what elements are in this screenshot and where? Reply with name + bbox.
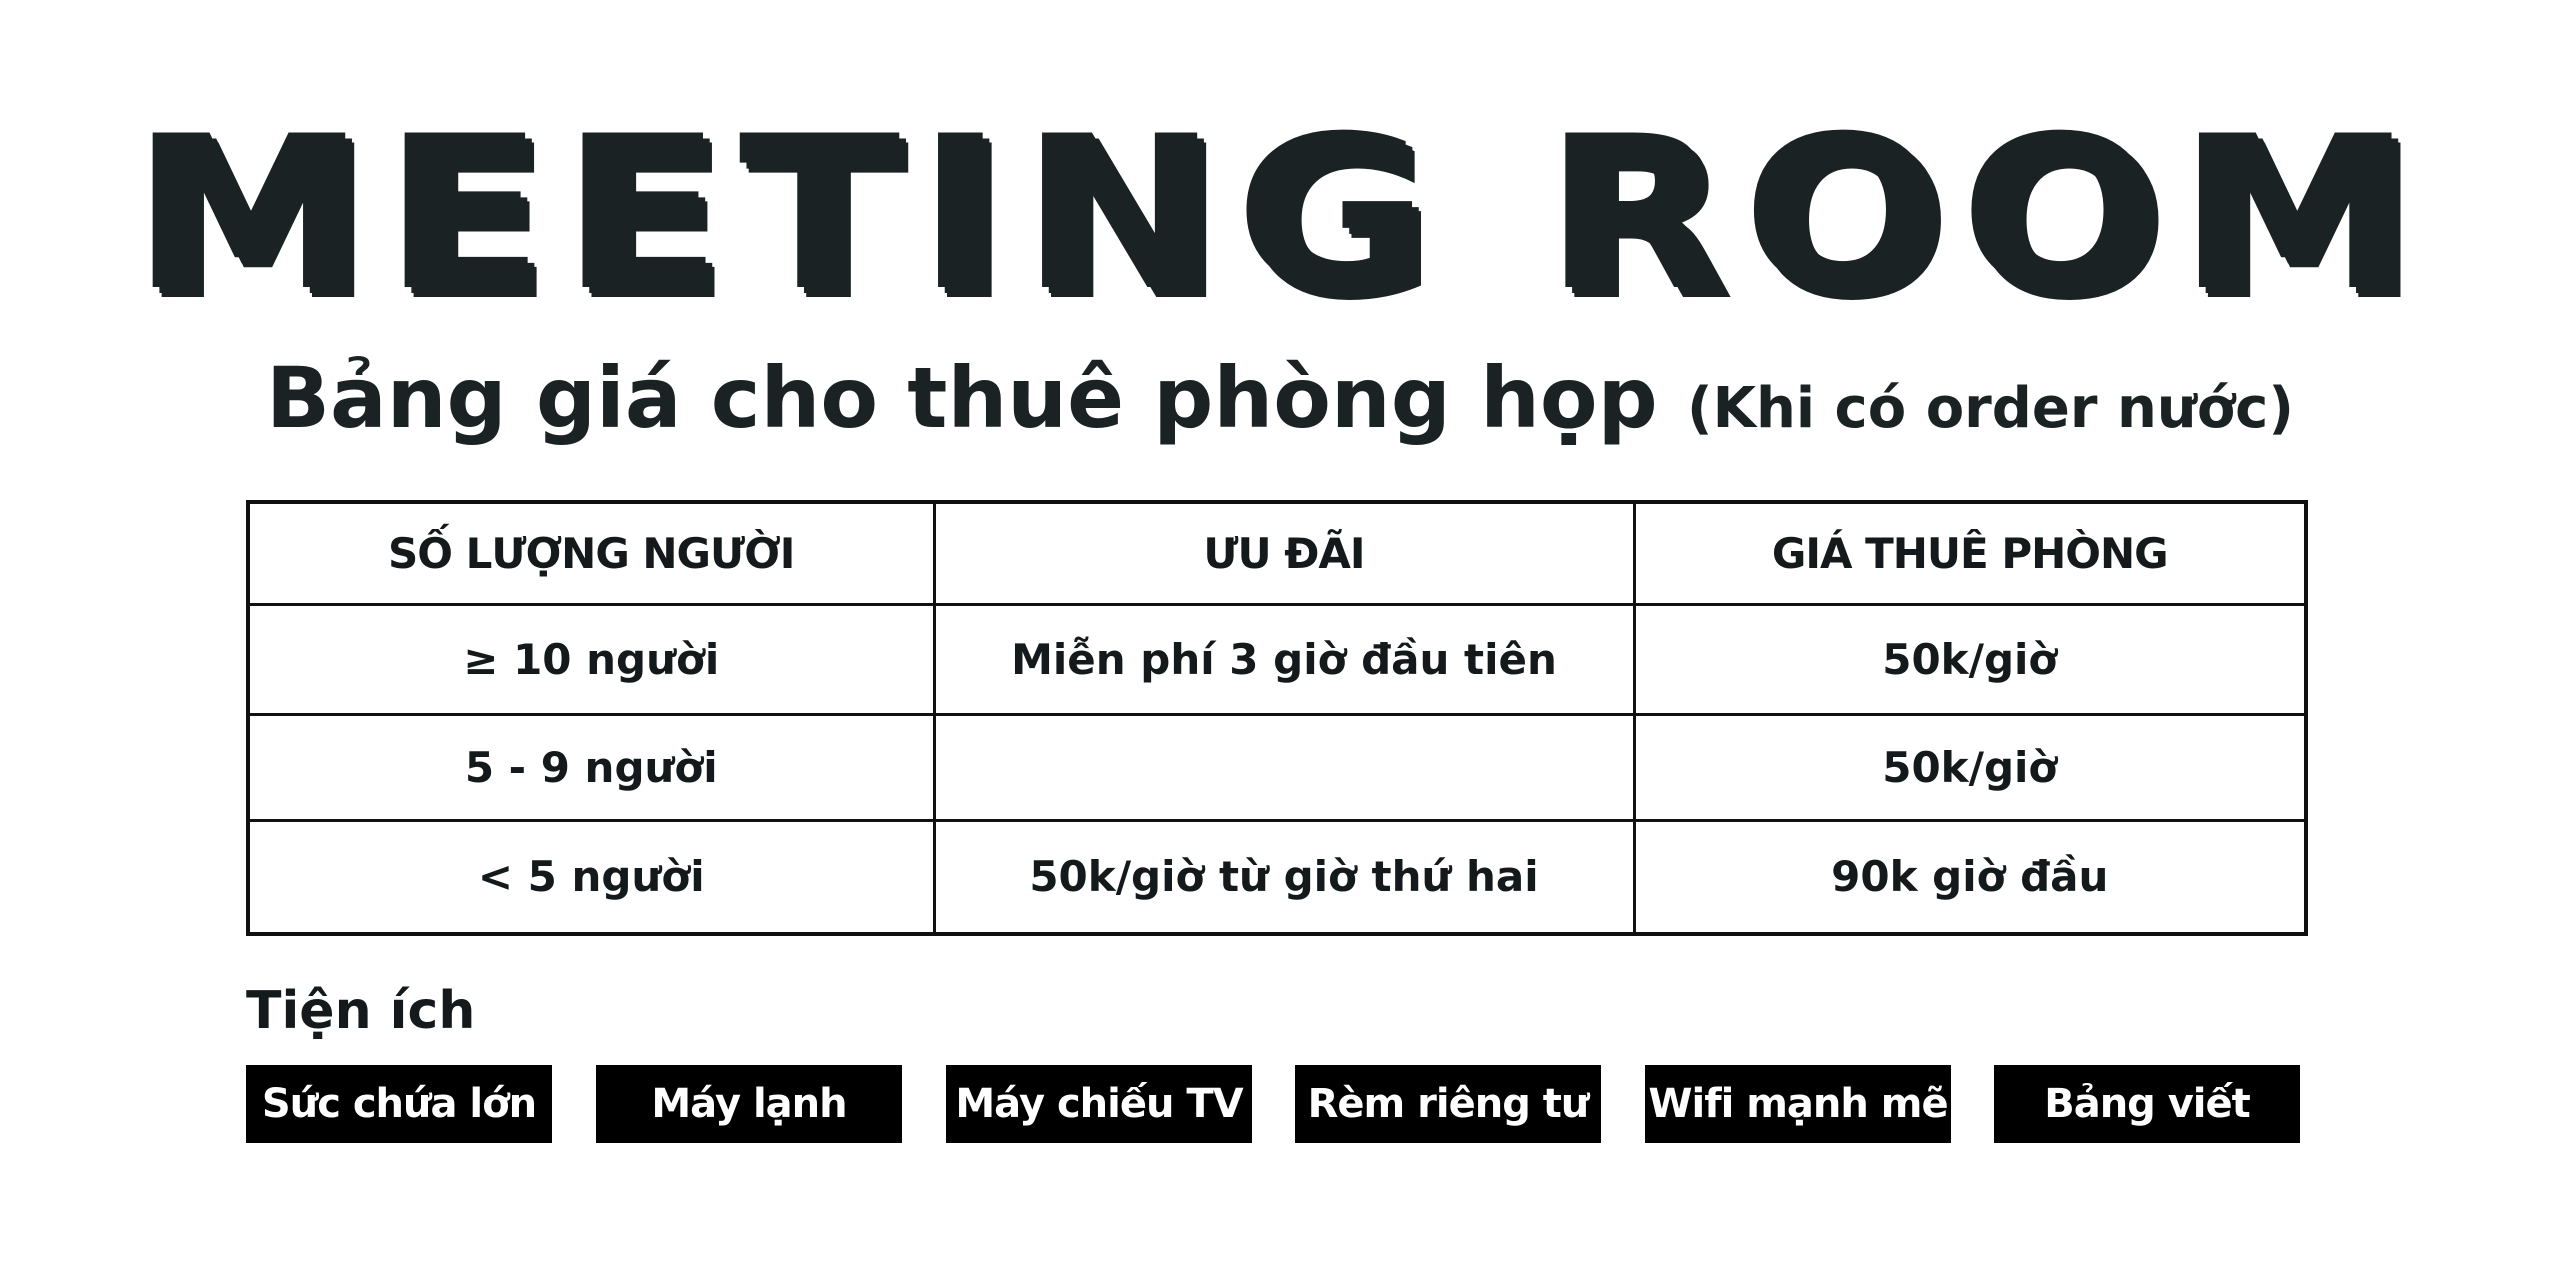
page-subtitle (0, 349, 2560, 447)
table-cell: 50k/giờ (1634, 714, 2306, 820)
amenity-chip: Máy lạnh (596, 1065, 902, 1143)
table-cell: < 5 người (248, 820, 934, 934)
page-title: MEETING ROOM (130, 90, 2430, 337)
column-header: ƯU ĐÃI (934, 502, 1634, 604)
amenity-chip: Sức chứa lớn (246, 1065, 552, 1143)
amenities-heading: Tiện ích (246, 981, 476, 1041)
column-header: SỐ LƯỢNG NGƯỜI (248, 502, 934, 604)
table-row (248, 820, 2306, 934)
amenity-chip: Bảng viết (1994, 1065, 2300, 1143)
subtitle-note: (Khi có order nước) (1686, 376, 2294, 441)
amenity-chip: Wifi mạnh mẽ (1645, 1065, 1951, 1143)
table-cell: Miễn phí 3 giờ đầu tiên (934, 604, 1634, 714)
table-row (248, 714, 2306, 820)
amenity-chip: Rèm riêng tư (1295, 1065, 1601, 1143)
table-cell: 5 - 9 người (248, 714, 934, 820)
pricing-table (246, 500, 2308, 936)
subtitle-text: Bảng giá cho thuê phòng họp (266, 349, 1658, 447)
table-cell: 50k/giờ (1634, 604, 2306, 714)
column-header: GIÁ THUÊ PHÒNG (1634, 502, 2306, 604)
table-cell: 50k/giờ từ giờ thứ hai (934, 820, 1634, 934)
table-header-row (248, 502, 2306, 604)
table-cell (934, 714, 1634, 820)
table-cell: ≥ 10 người (248, 604, 934, 714)
amenities-list (246, 1065, 2304, 1143)
table-cell: 90k giờ đầu (1634, 820, 2306, 934)
table-row (248, 604, 2306, 714)
amenity-chip: Máy chiếu TV (946, 1065, 1252, 1143)
